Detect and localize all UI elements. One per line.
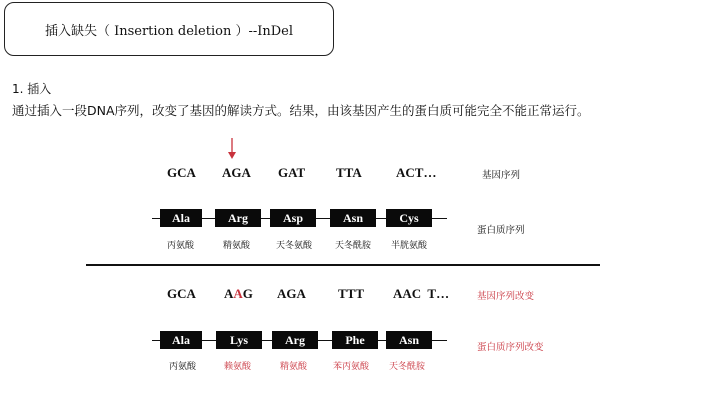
- codon-mutated: AAC T…: [393, 286, 450, 301]
- section-divider: [86, 264, 600, 266]
- protein-sequence-label: 蛋白质序列: [477, 225, 525, 236]
- codon-original: TTA: [336, 165, 362, 180]
- codon-mutated: GCA: [167, 286, 196, 301]
- title-box: [4, 2, 334, 56]
- insertion-arrow-icon: [226, 137, 238, 161]
- gene-sequence-label: 基因序列: [482, 170, 521, 181]
- amino-acid-block: Cys: [386, 209, 432, 227]
- amino-acid-name: 天冬氨酸: [276, 241, 313, 251]
- amino-acid-block: Asn: [386, 331, 432, 349]
- amino-acid-name: 丙氨酸: [167, 241, 195, 251]
- section-heading: 1. 插入: [12, 82, 52, 96]
- amino-acid-block: Asn: [330, 209, 376, 227]
- codon-base: G: [242, 286, 253, 301]
- codon-mutated: TTT: [338, 286, 365, 301]
- amino-acid-name-changed: 苯丙氨酸: [333, 362, 370, 372]
- amino-acid-block: Asp: [270, 209, 316, 227]
- amino-acid-block: Ala: [160, 209, 202, 227]
- amino-acid-block: Arg: [272, 331, 318, 349]
- amino-acid-name: 精氨酸: [223, 241, 251, 251]
- codon-original: AGA: [222, 165, 251, 180]
- codon-mutated: AGA: [277, 286, 306, 301]
- codon-original: GAT: [278, 165, 306, 180]
- page-title: 插入缺失（ Insertion deletion ）--InDel: [44, 23, 294, 39]
- amino-acid-name-changed: 天冬酰胺: [389, 362, 426, 372]
- amino-acid-name: 天冬酰胺: [335, 241, 372, 251]
- amino-acid-block: Lys: [216, 331, 262, 349]
- gene-sequence-changed-label: 基因序列改变: [477, 291, 535, 302]
- amino-acid-block: Phe: [332, 331, 378, 349]
- amino-acid-block: Ala: [160, 331, 202, 349]
- codon-base: A: [224, 286, 234, 301]
- protein-sequence-changed-label: 蛋白质序列改变: [477, 342, 544, 353]
- amino-acid-name: 半胱氨酸: [391, 241, 428, 251]
- codon-mutated-inserted: [224, 286, 253, 302]
- description: 通过插入一段DNA序列，改变了基因的解读方式。结果，由该基因产生的蛋白质可能完全不能正常运行。: [12, 103, 590, 118]
- amino-acid-block: Arg: [215, 209, 261, 227]
- amino-acid-name: 丙氨酸: [169, 362, 197, 372]
- amino-acid-name-changed: 赖氨酸: [224, 362, 252, 372]
- codon-original: GCA: [167, 165, 196, 180]
- codon-original: ACT…: [396, 165, 437, 180]
- inserted-base: A: [233, 286, 243, 301]
- amino-acid-name-changed: 精氨酸: [280, 362, 308, 372]
